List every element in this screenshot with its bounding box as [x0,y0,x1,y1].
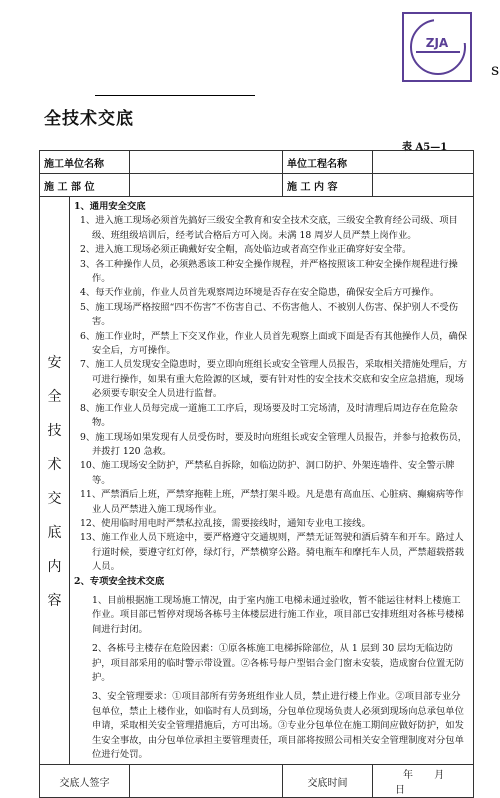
side-char: 技 [47,422,62,439]
content-label: 施 工 内 容 [283,174,373,197]
side-char: 交 [47,490,62,507]
company-logo [402,12,472,82]
list-item: 2、各栋号主楼存在危险因素：①原各栋施工电梯拆除部位，从 1 层到 30 层均无临边防护，项目部采用的临时警示带设置。②各栋号每户型铝合金门窗未安装，造成窗台位置无防护。 [92,643,464,683]
day-label: 日 [395,785,405,797]
list-item: 10、施工现场安全防护，严禁私自拆除，如临边防护、洞口防护、外架连墙件、安全警示牌等。 [80,460,455,486]
list-item: 11、严禁酒后上班，严禁穿拖鞋上班，严禁打架斗殴。凡是患有高血压、心脏病、癫痫病等作业人员严禁进入施工现场作业。 [80,489,464,515]
edge-char: s [491,60,500,79]
location-value[interactable] [130,174,283,197]
location-label: 施 工 部 位 [40,174,130,197]
document-title: 全技术交底 [44,109,134,129]
side-char: 术 [47,456,62,473]
list-item: 5、施工现场严格按照“四不伤害”不伤害自己、不伤害他人、不被别人伤害、保护别人不受伤害。 [80,301,458,328]
sign-label: 交底人签字 [40,765,130,798]
content-row [40,197,474,765]
header-row-2 [40,174,474,197]
list-item: 12、使用临时用电时严禁私拉乱接，需要接线时，通知专业电工接线。 [80,517,371,529]
list-item: 4、每天作业前，作业人员首先观察周边环境是否存在安全隐患，确保安全后方可操作。 [80,287,440,299]
list-item: 3、安全管理要求：①项目部所有劳务班组作业人员，禁止进行楼上作业。②项目部专业分包单位，禁止上楼作业，如临时有人员到场，分包单位现场负责人必须到现场向总承包单位申请，采取相关安全管理措施后，方可出场。③专业分包单位在施工期间应做好防护，如发生安全事故，由分包单位承担主要管理责任，项目部将按照公司相关安全管理制度对分包单位进行处罚。 [92,691,464,761]
side-char: 全 [47,388,62,405]
project-name-value[interactable] [373,151,474,174]
side-char: 内 [47,558,62,575]
sign-value[interactable] [130,765,283,798]
month-label: 月 [434,770,445,782]
list-item: 6、施工作业时，严禁上下交叉作业，作业人员首先观察上面或下面是否有其他操作人员，确保安全后，方可操作。 [80,330,468,357]
list-item: 13、施工作业人员下班途中，要严格遵守交通规则，严禁无证驾驶和酒后骑车和开车。路过人行道时候，要遵守红灯停，绿灯行，严禁横穿公路。骑电瓶车和摩托车人员，严禁超载搭载人员。 [80,532,464,573]
list-item: 3、各工种操作人员，必须熟悉该工种安全操作规程，并严格按照该工种安全操作规程进行操作。 [80,258,458,285]
side-char: 容 [47,592,62,609]
unit-name-value[interactable] [130,151,283,174]
list-item: 8、施工作业人员每完成一道施工工序后，现场要及时工完场清，及时清理后周边存在危险杂物。 [80,402,458,429]
list-item: 7、施工人员发现安全隐患时，要立即向班组长或安全管理人员报告，采取相关措施处理后，方可进行操作，如果有重大危险源的区域，要有针对性的安全技术交底和安全应急措施，现场必须要专职安全人员进行监督。 [80,359,468,400]
date-value[interactable] [373,765,474,798]
side-label-cell [40,197,70,765]
title-rule [95,95,255,96]
unit-name-label: 施工单位名称 [40,151,130,174]
header-row-1 [40,151,474,174]
content-value[interactable] [373,174,474,197]
section-title: 2、专项安全技术交底 [74,575,165,587]
side-char: 安 [47,354,62,371]
list-item: 1、目前根据施工现场施工情况，由于室内施工电梯未通过验收，暂不能运往材料上楼施工作业。项目部已暂停对现场各栋号主体楼层进行施工作业，项目部已安排班组对各栋号楼梯间进行封闭。 [92,594,464,635]
list-item: 9、施工现场如果发现有人员受伤时，要及时向班组长或安全管理人员报告，并参与抢救伤员，并拨打 120 急救。 [80,431,468,457]
logo-line [416,51,460,53]
time-label: 交底时间 [283,765,373,798]
year-label: 年 [403,770,413,782]
table-number: 表 A5—1 [402,142,448,153]
section-title: 1、通用安全交底 [74,201,146,212]
project-name-label: 单位工程名称 [283,151,373,174]
disclosure-content [70,197,474,765]
disclosure-table [39,150,474,798]
side-char: 底 [47,524,62,541]
side-label [40,352,69,610]
list-item: 1、进入施工现场必须首先搞好三级安全教育和安全技术交底，三级安全教育经公司级、项目级、班组级培训后，经考试合格后方可入岗。未满 18 周岁人员严禁上岗作业。 [80,215,458,241]
logo-text: ZJA [425,36,449,50]
footer-row [40,765,474,798]
list-item: 2、进入施工现场必须正确戴好安全帽，高处临边或者高空作业正确穿好安全带。 [80,244,412,256]
